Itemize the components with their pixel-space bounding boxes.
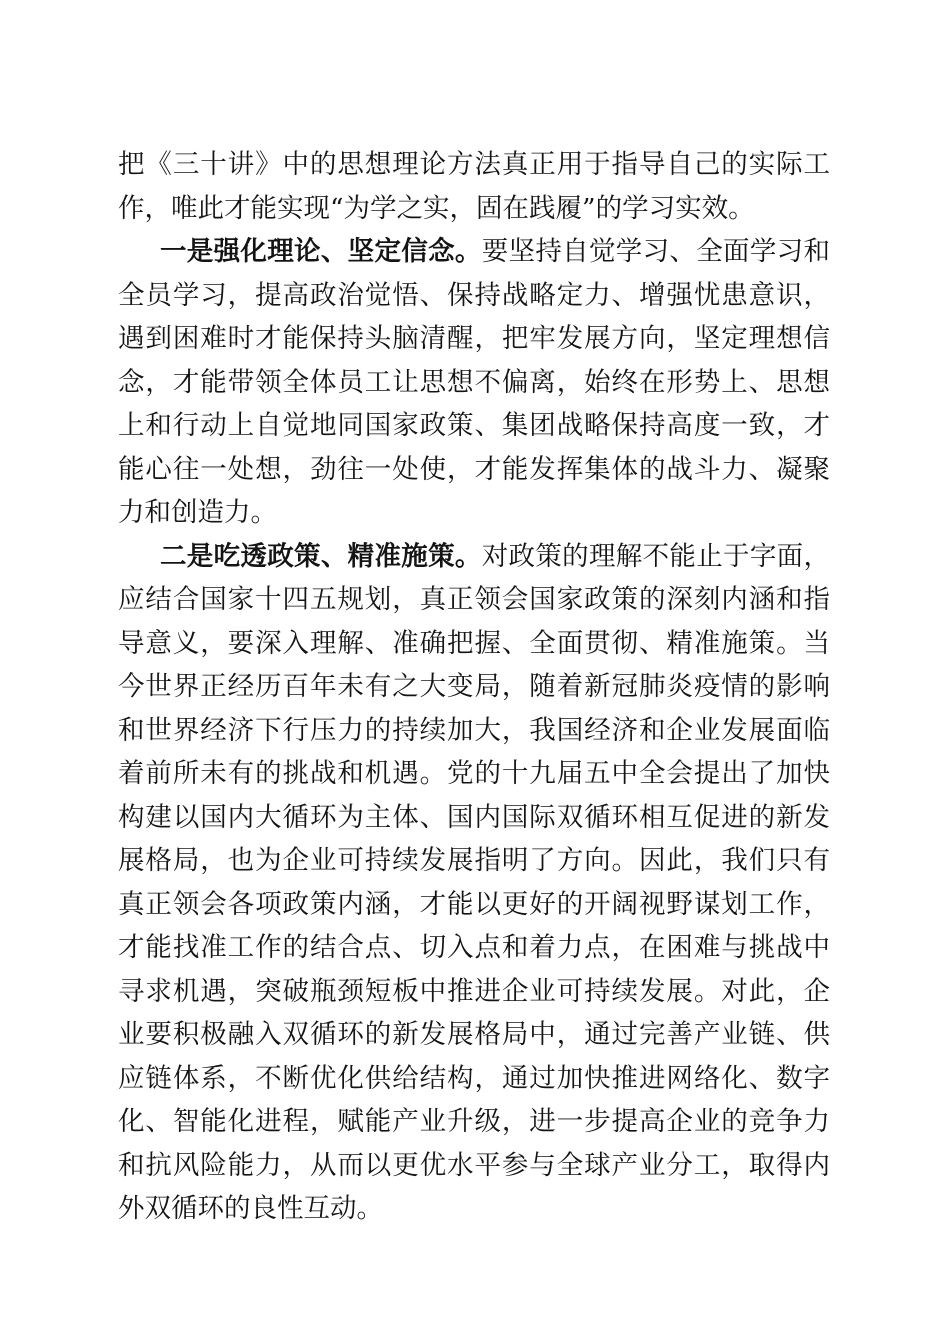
document-body (118, 143, 830, 1231)
paragraph-text: 把《三十讲》中的思想理论方法真正用于指导自己的实际工作，唯此才能实现“为学之实，固在践履”的学习实效。 (118, 149, 830, 224)
paragraph-heading: 一是强化理论、坚定信念。 (160, 236, 482, 267)
paragraph-continuation (118, 143, 830, 230)
paragraph-text: 对政策的理解不能止于字面，应结合国家十四五规划，真正领会国家政策的深刻内涵和指导意义，要深入理解、准确把握、全面贯彻、精准施策。当今世界正经历百年未有之大变局，随着新冠肺炎疫情的影响和世界经济下行压力的持续加大，我国经济和企业发展面临着前所未有的挑战和机遇。党的十九届五中全会提出了加快构建以国内大循环为主体、国内国际双循环相互促进的新发展格局，也为企业可持续发展指明了方向。因此，我们只有真正领会各项政策内涵，才能以更好的开阔视野谋划工作，才能找准工作的结合点、切入点和着力点，在困难与挑战中寻求机遇，突破瓶颈短板中推进企业可持续发展。对此，企业要积极融入双循环的新发展格局中，通过完善产业链、供应链体系，不断优化供给结构，通过加快推进网络化、数字化、智能化进程，赋能产业升级，进一步提高企业的竞争力和抗风险能力，从而以更优水平参与全球产业分工，取得内外双循环的良性互动。 (118, 540, 830, 1224)
paragraph-understand-policy (118, 535, 830, 1231)
paragraph-strengthen-theory (118, 230, 830, 535)
paragraph-heading: 二是吃透政策、精准施策。 (160, 540, 482, 572)
paragraph-text: 要坚持自觉学习、全面学习和全员学习，提高政治觉悟、保持战略定力、增强忧患意识，遇到困难时才能保持头脑清醒，把牢发展方向，坚定理想信念，才能带领全体员工让思想不偏离，始终在形势上、思想上和行动上自觉地同国家政策、集团战略保持高度一致，才能心往一处想，劲往一处使，才能发挥集体的战斗力、凝聚力和创造力。 (118, 236, 830, 528)
